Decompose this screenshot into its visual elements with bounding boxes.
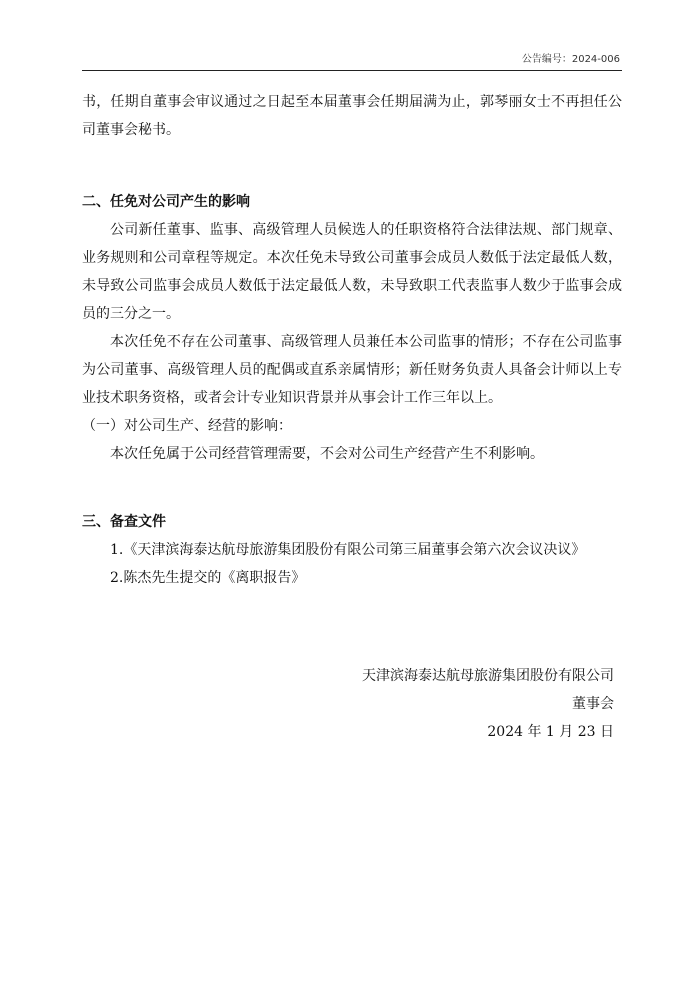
- document-body: [82, 88, 622, 592]
- signature-company: 天津滨海泰达航母旅游集团股份有限公司: [362, 668, 614, 684]
- signature-date: 2024 年 1 月 23 日: [487, 724, 614, 740]
- section2-paragraph1: 公司新任董事、监事、高级管理人员候选人的任职资格符合法律法规、部门规章、业务规则和公司章程等规定。本次任免未导致公司董事会成员人数低于法定最低人数，未导致公司监事会成员人数低于法定最低人数，未导致职工代表监事人数少于监事会成员的三分之一。: [82, 222, 622, 322]
- reference-item-2: 2.陈杰先生提交的《离职报告》: [110, 570, 306, 586]
- section2-subheading: （一）对公司生产、经营的影响：: [82, 418, 292, 434]
- announcement-code: 公告编号：2024-006: [521, 54, 620, 65]
- signature-block: [254, 662, 614, 746]
- header-rule: [82, 70, 622, 71]
- section-gap: [82, 144, 622, 188]
- reference-item-1: 1.《天津滨海泰达航母旅游集团股份有限公司第三届董事会第六次会议决议》: [110, 542, 586, 558]
- section3-title: 三、备查文件: [82, 514, 166, 530]
- section2-paragraph2: 本次任免不存在公司董事、高级管理人员兼任本公司监事的情形；不存在公司监事为公司董事、高级管理人员的配偶或直系亲属情形；新任财务负责人具备会计师以上专业技术职务资格，或者会计专业知识背景并从事会计工作三年以上。: [82, 334, 622, 406]
- section2-paragraph3: 本次任免属于公司经营管理需要，不会对公司生产经营产生不利影响。: [110, 446, 544, 462]
- signature-board: 董事会: [572, 696, 614, 712]
- section2-title: 二、任免对公司产生的影响: [82, 194, 250, 210]
- section-gap: [82, 468, 622, 508]
- intro-paragraph: 书，任期自董事会审议通过之日起至本届董事会任期届满为止，郭琴丽女士不再担任公司董事会秘书。: [82, 94, 622, 138]
